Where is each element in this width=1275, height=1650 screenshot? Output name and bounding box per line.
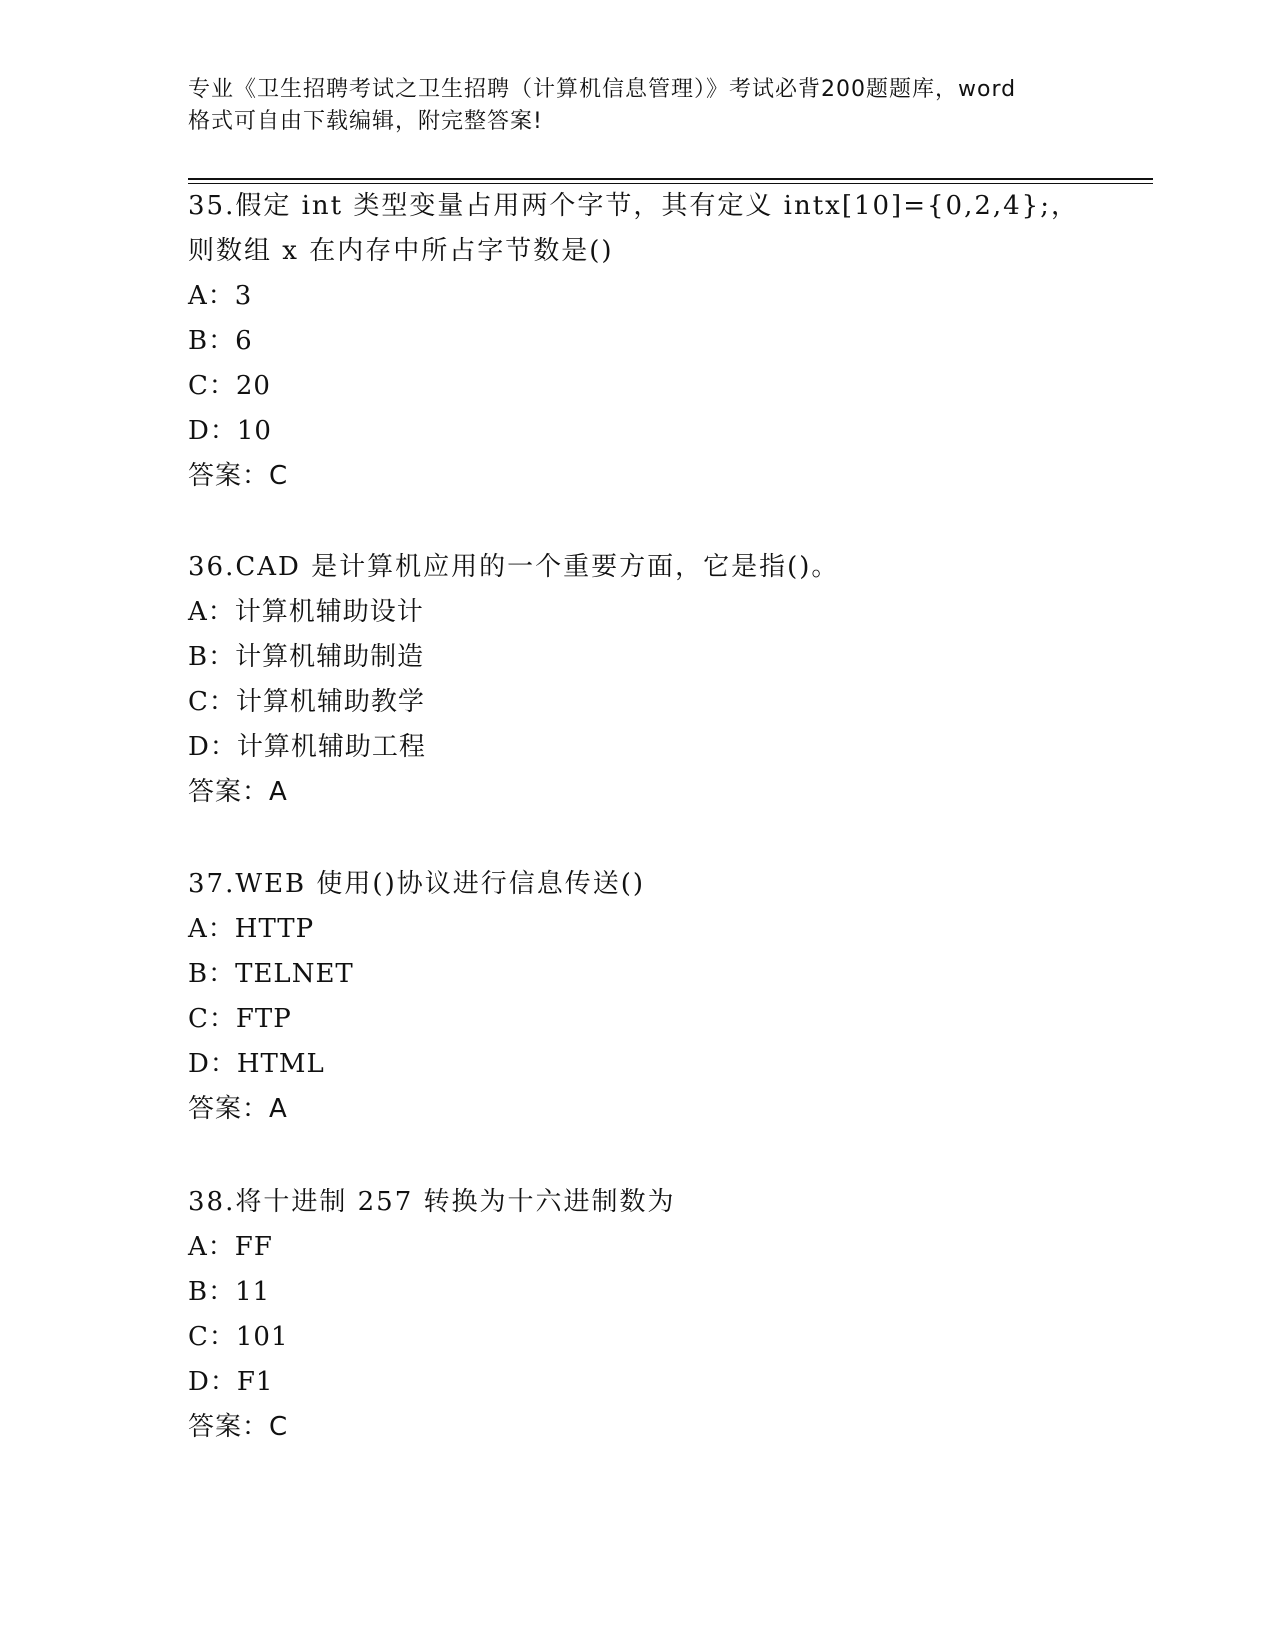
- question-37: [188, 862, 1148, 1132]
- option-a: A：FF: [188, 1232, 273, 1262]
- answer: 答案：C: [188, 461, 289, 491]
- question-35: [188, 184, 1148, 499]
- question-36: [188, 545, 1148, 815]
- option-b: B：计算机辅助制造: [188, 642, 425, 672]
- option-a: A：计算机辅助设计: [188, 597, 424, 627]
- question-stem: 36.CAD 是计算机应用的一个重要方面，它是指()。: [188, 552, 840, 582]
- option-a: A：HTTP: [188, 914, 315, 944]
- answer: 答案：A: [188, 777, 288, 807]
- question-stem: 37.WEB 使用()协议进行信息传送(): [188, 869, 645, 899]
- option-d: D：计算机辅助工程: [188, 732, 426, 762]
- answer: 答案：C: [188, 1412, 289, 1442]
- option-d: D：F1: [188, 1367, 274, 1397]
- question-stem: 则数组 x 在内存中所占字节数是(): [188, 236, 614, 266]
- option-c: C：20: [188, 371, 271, 401]
- question-stem: 38.将十进制 257 转换为十六进制数为: [188, 1187, 676, 1217]
- option-d: D：10: [188, 416, 272, 446]
- option-b: B：11: [188, 1277, 271, 1307]
- option-c: C：101: [188, 1322, 289, 1352]
- option-d: D：HTML: [188, 1049, 325, 1079]
- answer: 答案：A: [188, 1094, 288, 1124]
- document-header: [188, 74, 1088, 138]
- header-divider: [188, 178, 1153, 180]
- question-38: [188, 1180, 1148, 1450]
- header-line-2: 格式可自由下载编辑，附完整答案!: [188, 109, 543, 134]
- option-c: C：计算机辅助教学: [188, 687, 425, 717]
- option-b: B：TELNET: [188, 959, 354, 989]
- option-b: B：6: [188, 326, 253, 356]
- header-line-1: 专业《卫生招聘考试之卫生招聘（计算机信息管理）》考试必背200题题库，word: [188, 77, 1017, 102]
- question-stem: 35.假定 int 类型变量占用两个字节，其有定义 intx[10]={0,2,4};，: [188, 191, 1079, 221]
- option-c: C：FTP: [188, 1004, 292, 1034]
- option-a: A：3: [188, 281, 253, 311]
